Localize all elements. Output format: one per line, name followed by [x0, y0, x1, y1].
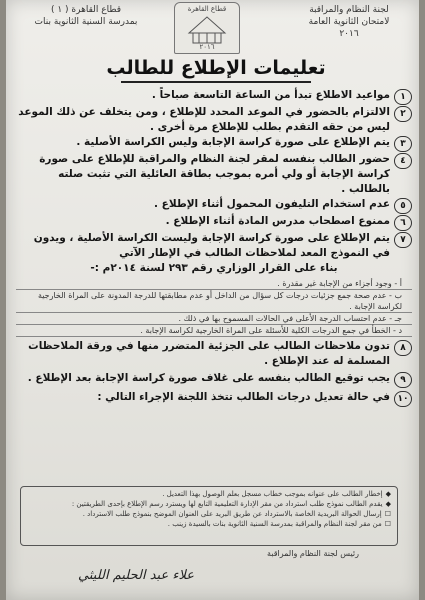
procedure-line: [27, 499, 391, 509]
item-text: حضور الطالب بنفسه لمقر لجنة النظام والمراقبة للإطلاع على صورة كراسة الإجابة أو ولي أمره بموجب بطاقة العائلية التي تثبت صلته بالطالب .: [39, 153, 390, 195]
instruction-item: [16, 371, 412, 388]
item-number: ٤: [394, 153, 412, 169]
bullet-icon: ◆: [385, 490, 391, 498]
sub-item: أ - وجود أجزاء من الإجابة غير مقدرة .: [16, 278, 412, 290]
instruction-item: [16, 339, 412, 369]
decree-line: [16, 261, 412, 276]
item-number: ٩: [394, 372, 412, 388]
header-right-line: لجنة النظام والمراقبة: [309, 5, 389, 15]
item-number: ٣: [394, 136, 412, 152]
item-text: يتم الإطلاع على صورة كراسة الإجابة وليست الكراسة الأصلية ، ويدون في النموذج المعد لملاحظات الطالب في الإطار الآتي: [33, 232, 390, 259]
instruction-item: [16, 197, 412, 214]
notice-paper: [6, 0, 419, 600]
instruction-item: [16, 390, 412, 407]
procedure-line: [27, 519, 391, 529]
header-left: [16, 4, 156, 28]
checkbox-icon: ☐: [384, 510, 391, 518]
instructions-list: [16, 88, 412, 407]
item-text: يتم الإطلاع على صورة كراسة الإجابة وليس الكراسة الأصلية .: [76, 136, 390, 148]
header-right: [289, 4, 409, 40]
instruction-item: [16, 214, 412, 231]
seal-year: ٢٠١٦: [199, 43, 215, 51]
procedure-text: إرسال الحوالة البريدية الخاصة بالاسترداد عن طريق البريد على العنوان الموضح بنموذج طلب الاسترداد .: [82, 510, 382, 518]
item-number: ١٠: [394, 391, 412, 407]
item-text: في حالة تعديل درجات الطالب تتخذ اللجنة الإجراء التالي :: [97, 391, 390, 403]
page-title: تعليمات الإطلاع للطالب: [106, 57, 326, 79]
emblem-seal: [174, 2, 240, 54]
item-text: مواعيد الاطلاع تبدأ من الساعة التاسعة صباحاً .: [151, 89, 390, 101]
header-left-line: بمدرسة السنية الثانوية بنات: [34, 17, 138, 27]
instruction-item: [16, 231, 412, 261]
header-right-line: لامتحان الثانوية العامة: [308, 17, 390, 27]
item-text: الالتزام بالحضور في الموعد المحدد للإطلاع ، ومن يتخلف عن ذلك الموعد ليس من حقه التقدم بطلب للإطلاع مرة أخرى .: [18, 106, 390, 133]
procedure-text: إخطار الطالب على عنوانه بموجب خطاب مسجل بعلم الوصول بهذا التعديل .: [162, 490, 383, 498]
item-text: عدم استخدام التليفون المحمول أثناء الإطلاع .: [154, 198, 390, 210]
item-text: يجب توقيع الطالب بنفسه على غلاف صورة كراسة الإجابة بعد الإطلاع .: [27, 372, 390, 384]
item-number: ٧: [394, 232, 412, 248]
decree-text: بناء على القرار الوزاري رقم ٢٩٣ لسنة ٢٠١٤م :-: [90, 262, 338, 274]
procedure-text: من مقر لجنة النظام والمراقبة بمدرسة السنية الثانوية بنات بالسيدة زينب .: [167, 520, 382, 528]
seal-label: قطاع القاهرة: [187, 5, 227, 13]
sub-item: د - الخطأ في جمع الدرجات الكلية للأسئلة على المراة الخارجية لكراسة الإجابة .: [16, 325, 412, 337]
item-number: ١: [394, 89, 412, 105]
item-number: ٨: [394, 340, 412, 356]
procedure-box: [20, 486, 398, 546]
procedure-text: يقدم الطالب نموذج طلب استرداد من مقر الإدارة التعليمية التابع لها ويسترد رسم الإطلاع بإحدى الطريقتين :: [71, 500, 383, 508]
item-number: ٦: [394, 215, 412, 231]
item-number: ٥: [394, 198, 412, 214]
item-number: ٢: [394, 106, 412, 122]
procedure-line: [27, 509, 391, 519]
instruction-item: [16, 88, 412, 105]
checkbox-icon: ☐: [384, 520, 391, 528]
signature: علاء عبد الحليم الليثي: [78, 568, 194, 583]
instruction-item: [16, 152, 412, 197]
header-left-line: قطاع القاهرة ( ١ ): [50, 5, 122, 15]
item-text: تدون ملاحظات الطالب على الجزئية المتضرر منها في ورقة الملاحظات المسلمة له عند الإطلاع .: [28, 340, 390, 367]
item-text: ممنوع اصطحاب مدرس المادة أثناء الإطلاع .: [165, 215, 390, 227]
sub-item: جـ - عدم احتساب الدرجة الأعلى في الحالات المسموح بها في ذلك .: [16, 313, 412, 325]
header-right-line: ٢٠١٦: [339, 29, 359, 39]
instruction-item: [16, 105, 412, 135]
footer-title: رئيس لجنة النظام والمراقبة: [267, 549, 359, 558]
bullet-icon: ◆: [385, 500, 391, 508]
title-underline: [121, 81, 311, 83]
instruction-item: [16, 135, 412, 152]
procedure-line: [27, 489, 391, 499]
sub-item: ب - عدم صحة جمع جزئيات درجات كل سؤال من الداخل أو عدم مطابقتها للدرجة المدونة على المراة الخارجية لكراسة الإجابة .: [16, 290, 412, 313]
